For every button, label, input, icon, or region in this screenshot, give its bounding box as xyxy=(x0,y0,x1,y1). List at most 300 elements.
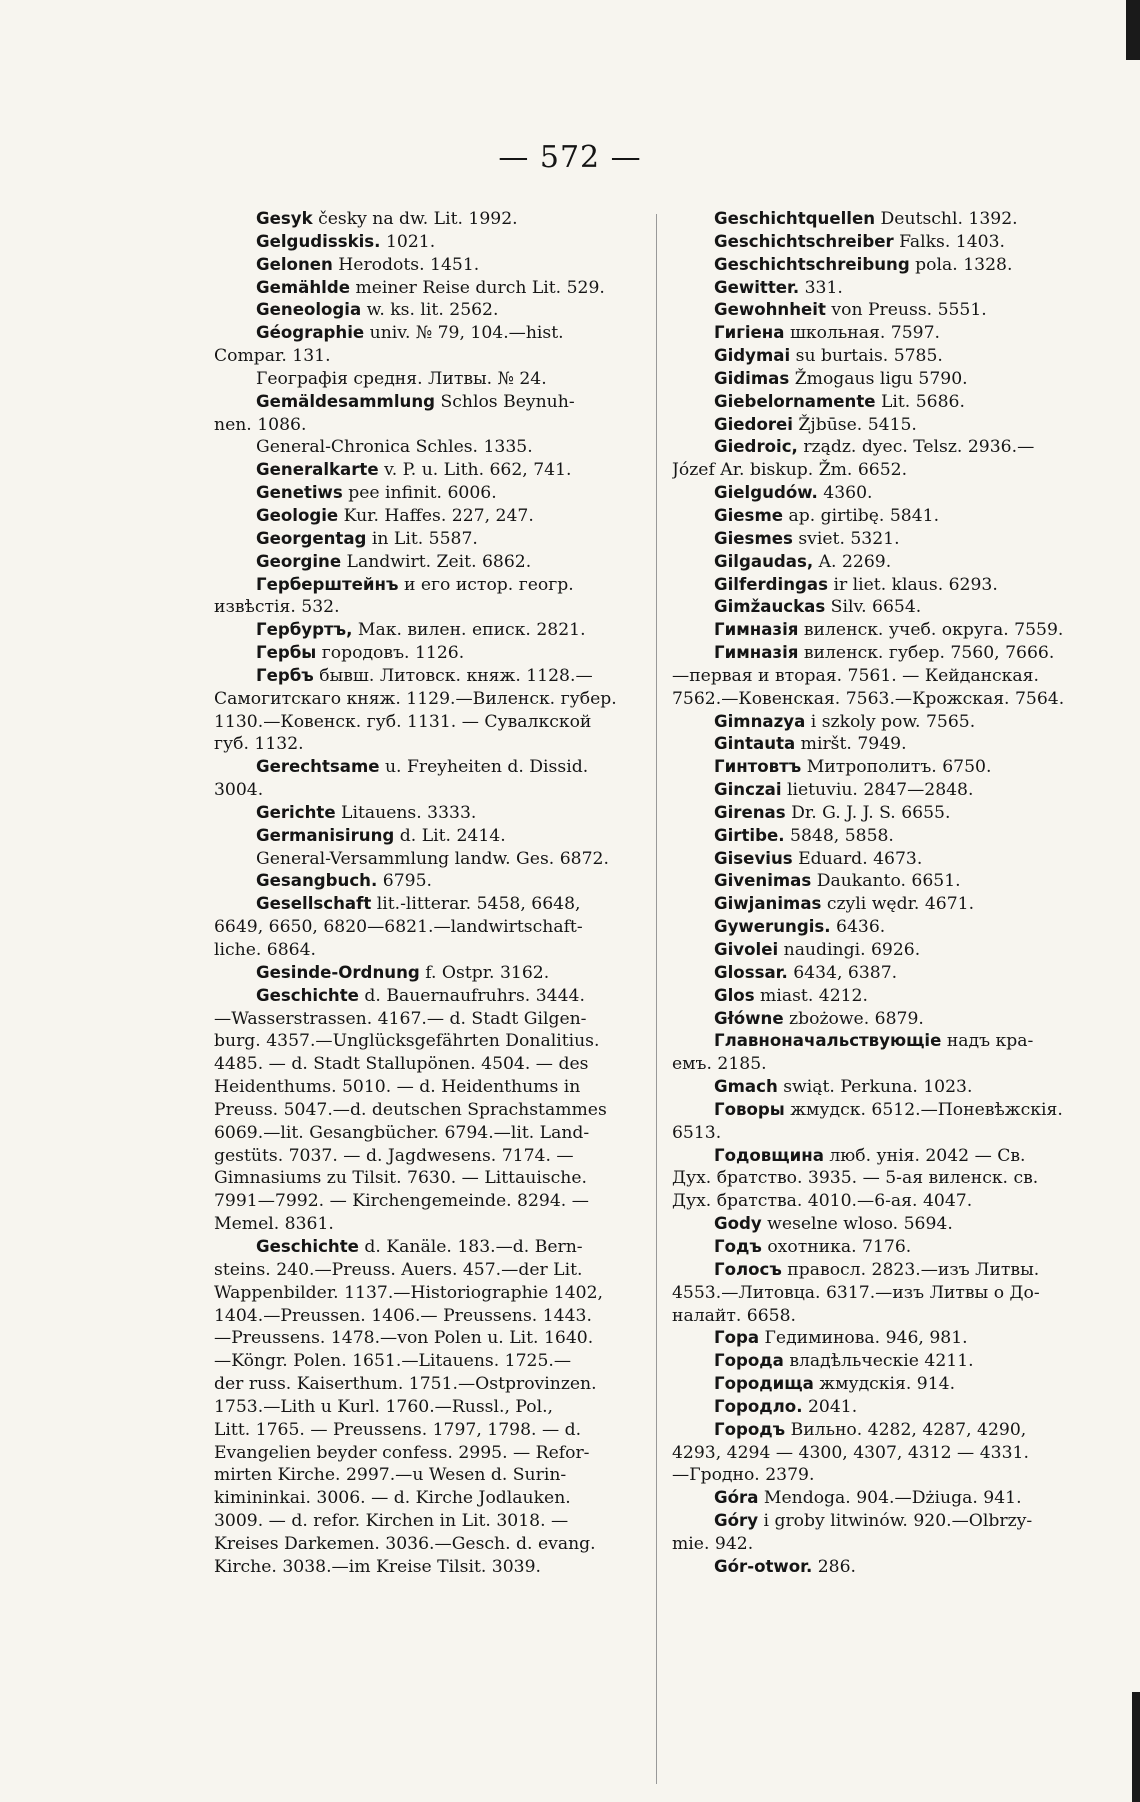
index-headword: Гербуртъ, xyxy=(256,620,353,640)
index-entry-text: —первая и вторая. 7561. — Кейданская. xyxy=(672,665,1039,686)
index-entry xyxy=(672,1008,1097,1031)
index-headword: Góry xyxy=(714,1511,759,1531)
index-entry-continuation xyxy=(214,1122,639,1145)
index-headword: Gielgudów. xyxy=(714,483,818,503)
index-entry-continuation xyxy=(214,779,639,802)
index-headword: Geschichtschreibung xyxy=(714,254,910,274)
index-entry-text: жмудск. 6512.—Поневѣжскія. xyxy=(784,1099,1063,1120)
index-entry-text: Evangelien beyder confess. 2995. — Refor- xyxy=(214,1442,590,1463)
index-entry xyxy=(672,574,1097,597)
index-entry-continuation xyxy=(672,1122,1097,1145)
index-headword: Гимназія xyxy=(714,620,799,640)
index-entry xyxy=(672,482,1097,505)
index-entry-text: Silv. 6654. xyxy=(825,597,922,618)
index-entry-text: люб. унія. 2042 — Св. xyxy=(823,1145,1026,1166)
index-entry-text: meiner Reise durch Lit. 529. xyxy=(350,277,605,298)
index-entry-text: губ. 1132. xyxy=(214,734,304,755)
index-headword: Гербы xyxy=(256,643,317,663)
index-entry-continuation xyxy=(672,1282,1097,1305)
index-entry xyxy=(672,756,1097,779)
index-entry-text: 2041. xyxy=(802,1396,858,1417)
index-entry-text: Eduard. 4673. xyxy=(792,848,923,869)
index-entry xyxy=(672,391,1097,414)
index-entry-text: городовъ. 1126. xyxy=(316,643,465,664)
scan-edge-top xyxy=(1126,0,1140,60)
index-headword: Gewohnheit xyxy=(714,300,826,320)
index-entry xyxy=(672,1030,1097,1053)
index-entry xyxy=(214,277,639,300)
index-entry-continuation xyxy=(214,939,639,962)
index-entry xyxy=(214,208,639,231)
index-entry-text: Žmogaus ligu 5790. xyxy=(789,368,968,389)
index-entry xyxy=(672,345,1097,368)
index-entry-text: емъ. 2185. xyxy=(672,1054,767,1075)
index-entry-text: f. Ostpr. 3162. xyxy=(419,962,550,983)
index-entry-continuation xyxy=(214,1419,639,1442)
index-entry-continuation xyxy=(672,1464,1097,1487)
index-headword: Giedorei xyxy=(714,414,793,434)
index-entry-text: и его истор. геогр. xyxy=(398,574,574,595)
index-entry-text: zbożowe. 6879. xyxy=(783,1008,924,1029)
index-entry xyxy=(672,848,1097,871)
index-entry-text: —Гродно. 2379. xyxy=(672,1465,815,1486)
index-entry xyxy=(672,939,1097,962)
index-entry xyxy=(214,962,639,985)
index-entry-text: A. 2269. xyxy=(813,551,892,572)
index-entry xyxy=(672,1236,1097,1259)
index-entry-text: liche. 6864. xyxy=(214,940,316,960)
index-entry-text: i groby litwinów. 920.—Olbrzy- xyxy=(758,1511,1033,1532)
index-entry-text: Мак. вилен. епиcк. 2821. xyxy=(352,620,586,641)
index-headword: Gemäldesammlung xyxy=(256,391,436,411)
index-entry-continuation xyxy=(214,1556,639,1579)
index-entry-continuation xyxy=(214,1350,639,1373)
index-headword: Gilgaudas, xyxy=(714,551,814,571)
index-entry xyxy=(672,779,1097,802)
index-entry-text: охотника. 7176. xyxy=(761,1236,912,1257)
index-entry-text: weselne wloso. 5694. xyxy=(761,1214,953,1235)
index-headword: Giebelornamente xyxy=(714,391,876,411)
index-entry xyxy=(214,505,639,528)
index-entry-text: Гедиминова. 946, 981. xyxy=(759,1328,968,1349)
index-entry-text: Memel. 8361. xyxy=(214,1214,334,1235)
index-entry-continuation xyxy=(214,596,639,619)
index-headword: Giesme xyxy=(714,505,783,525)
index-entry-continuation xyxy=(214,1213,639,1236)
index-entry-text: Litt. 1765. — Preussens. 1797, 1798. — d. xyxy=(214,1419,582,1440)
index-entry xyxy=(214,528,639,551)
index-headword: Girenas xyxy=(714,802,786,822)
index-entry-text: swiąt. Perkuna. 1023. xyxy=(777,1077,973,1098)
index-headword: Gidymai xyxy=(714,346,791,366)
index-entry-continuation xyxy=(214,1327,639,1350)
index-entry-text: rządz. dyec. Telsz. 2936.— xyxy=(797,437,1035,458)
index-entry-continuation xyxy=(214,1259,639,1282)
index-entry-continuation xyxy=(214,1053,639,1076)
index-headword: Geschichte xyxy=(256,985,359,1005)
index-entry-text: naudingi. 6926. xyxy=(778,940,921,960)
index-entry-text: mirten Kirche. 2997.—u Wesen d. Surin- xyxy=(214,1465,567,1486)
index-headword: Genetiws xyxy=(256,483,343,503)
index-headword: Ginczai xyxy=(714,780,782,800)
index-entry-continuation xyxy=(214,1373,639,1396)
index-entry xyxy=(214,322,639,345)
index-entry-text: 4360. xyxy=(817,483,873,504)
index-entry-continuation xyxy=(672,1053,1097,1076)
index-entry xyxy=(214,985,639,1008)
index-entry-text: univ. № 79, 104.—hist. xyxy=(364,323,564,344)
index-headword: Городъ xyxy=(714,1419,786,1439)
index-headword: Geschichte xyxy=(256,1236,359,1256)
index-entry xyxy=(214,756,639,779)
index-entry-text: 6795. xyxy=(377,871,432,892)
index-headword: Gintauta xyxy=(714,734,796,754)
index-entry xyxy=(672,208,1097,231)
index-entry-text: i szkoly pow. 7565. xyxy=(805,711,976,732)
index-headword: Georgentag xyxy=(256,528,367,548)
index-entry-continuation xyxy=(214,688,639,711)
scan-edge-bottom xyxy=(1132,1692,1140,1802)
index-entry-text: Lit. 5686. xyxy=(875,391,965,412)
index-entry xyxy=(672,711,1097,734)
index-headword: Giwjanimas xyxy=(714,894,822,914)
index-headword: Gór-otwor. xyxy=(714,1556,813,1576)
index-entry-text: 6436. xyxy=(830,917,886,938)
index-entry-text: Митрополитъ. 6750. xyxy=(801,757,992,778)
index-entry-text: Preuss. 5047.—d. deutschen Sprachstammes xyxy=(214,1099,607,1120)
index-headword: Georgine xyxy=(256,551,342,571)
index-entry xyxy=(672,619,1097,642)
index-entry xyxy=(672,1487,1097,1510)
index-entry-text: 6069.—lit. Gesangbücher. 6794.—lit. Land- xyxy=(214,1122,590,1143)
index-entry-text: General-Versammlung landw. Ges. 6872. xyxy=(256,848,609,869)
index-entry-continuation xyxy=(214,711,639,734)
index-entry-text: Kur. Haffes. 227, 247. xyxy=(338,505,534,526)
index-entry xyxy=(214,254,639,277)
index-entry-text: 7991—7992. — Kirchengemeinde. 8294. — xyxy=(214,1191,589,1212)
index-entry-text: 3009. — d. refor. Kirchen in Lit. 3018. — xyxy=(214,1511,569,1532)
index-headword: Gesangbuch. xyxy=(256,871,378,891)
index-entry-text: su burtais. 5785. xyxy=(790,346,943,367)
index-entry xyxy=(672,551,1097,574)
index-entry xyxy=(214,870,639,893)
index-entry-text: Heidenthums. 5010. — d. Heidenthums in xyxy=(214,1077,581,1098)
index-headword: Годъ xyxy=(714,1236,762,1256)
index-entry-text: nen. 1086. xyxy=(214,414,307,435)
index-headword: Gemählde xyxy=(256,277,350,297)
index-entry-text: Дух. братство. 3935. — 5-ая виленск. св. xyxy=(672,1168,1039,1189)
index-entry-text: 3004. xyxy=(214,780,264,801)
index-headword: Germanisirung xyxy=(256,825,395,845)
index-entry-text: miast. 4212. xyxy=(754,985,868,1006)
index-headword: Голосъ xyxy=(714,1259,782,1279)
index-entry xyxy=(672,893,1097,916)
index-entry-text: виленск. губер. 7560, 7666. xyxy=(798,643,1055,664)
index-entry-text: 7562.—Ковенская. 7563.—Крожская. 7564. xyxy=(672,688,1065,709)
column-divider xyxy=(656,214,657,1784)
index-headword: Geneologia xyxy=(256,300,362,320)
index-headword: Герберштейнъ xyxy=(256,574,399,594)
index-entry-continuation xyxy=(214,1396,639,1419)
index-entry xyxy=(672,1213,1097,1236)
index-headword: Гимназія xyxy=(714,643,799,663)
index-entry xyxy=(672,596,1097,619)
index-entry-continuation xyxy=(214,916,639,939)
index-entry xyxy=(214,459,639,482)
index-entry-text: Wappenbilder. 1137.—Historiographie 1402, xyxy=(214,1282,603,1303)
index-entry-continuation xyxy=(214,1145,639,1168)
index-entry xyxy=(672,1076,1097,1099)
index-entry xyxy=(672,1327,1097,1350)
index-entry-text: Žjbūse. 5415. xyxy=(792,414,917,435)
index-entry-text: sviet. 5321. xyxy=(792,528,900,549)
index-headword: Gelgudisskis. xyxy=(256,231,381,251)
index-headword: Gesyk xyxy=(256,209,313,228)
index-entry-text: steins. 240.—Preuss. Auers. 457.—der Lit. xyxy=(214,1259,583,1280)
index-entry xyxy=(214,368,639,391)
index-entry-text: —Köngr. Polen. 1651.—Litauens. 1725.— xyxy=(214,1351,572,1372)
index-entry xyxy=(672,825,1097,848)
index-entry-text: w. ks. lit. 2562. xyxy=(361,300,499,321)
index-entry xyxy=(214,231,639,254)
index-entry xyxy=(672,1419,1097,1442)
index-entry-text: General-Chronica Schles. 1335. xyxy=(256,437,533,458)
index-headword: Gewitter. xyxy=(714,277,800,297)
index-entry-text: Дух. братства. 4010.—6-ая. 4047. xyxy=(672,1191,973,1212)
index-entry xyxy=(214,802,639,825)
index-headword: Гинтовтъ xyxy=(714,757,802,777)
index-entry-text: —Wasserstrassen. 4167.— d. Stadt Gilgen- xyxy=(214,1008,587,1029)
index-entry-text: d. Lit. 2414. xyxy=(394,825,506,846)
index-entry-text: правосл. 2823.—изъ Литвы. xyxy=(781,1259,1040,1280)
index-entry-text: жмудскія. 914. xyxy=(813,1374,956,1395)
index-entry-continuation xyxy=(214,414,639,437)
index-entry-text: ir liet. klaus. 6293. xyxy=(828,574,998,595)
index-headword: Gmach xyxy=(714,1077,778,1097)
index-entry-text: Dr. G. J. J. S. 6655. xyxy=(785,802,951,823)
index-column-right xyxy=(672,208,1097,1579)
index-entry-text: 6513. xyxy=(672,1122,722,1143)
index-headword: Gimnazya xyxy=(714,711,806,731)
index-headword: Gesinde-Ordnung xyxy=(256,962,420,982)
page-number: — 572 — xyxy=(498,140,642,175)
index-entry-text: 6434, 6387. xyxy=(787,962,898,983)
index-entry-text: Schlos Beynuh- xyxy=(435,391,575,412)
index-entry xyxy=(672,1396,1097,1419)
index-entry xyxy=(672,1556,1097,1579)
index-entry-text: Mendoga. 904.—Dżiuga. 941. xyxy=(758,1488,1022,1509)
index-headword: Giedroic, xyxy=(714,437,798,457)
index-entry-text: Daukanto. 6651. xyxy=(811,871,961,892)
index-entry-continuation xyxy=(214,1030,639,1053)
index-headword: Gywerungis. xyxy=(714,917,831,937)
index-headword: Gilferdingas xyxy=(714,574,828,594)
index-entry-continuation xyxy=(672,459,1097,482)
index-headword: Gerechtsame xyxy=(256,757,380,777)
index-entry xyxy=(672,1259,1097,1282)
index-entry xyxy=(214,391,639,414)
index-entry-continuation xyxy=(672,1305,1097,1328)
index-entry-text: Вильно. 4282, 4287, 4290, xyxy=(785,1419,1027,1440)
index-headword: Givenimas xyxy=(714,871,812,891)
index-entry xyxy=(672,1099,1097,1122)
index-entry-text: налайт. 6658. xyxy=(672,1305,796,1326)
index-entry-text: pola. 1328. xyxy=(909,254,1013,275)
index-entry-text: gestüts. 7037. — d. Jagdwesens. 7174. — xyxy=(214,1145,574,1166)
index-entry xyxy=(214,825,639,848)
index-entry-continuation xyxy=(672,688,1097,711)
index-entry-text: 5848, 5858. xyxy=(784,825,894,846)
index-entry xyxy=(214,619,639,642)
index-entry-continuation xyxy=(214,1510,639,1533)
index-headword: Géographie xyxy=(256,323,365,343)
index-entry xyxy=(672,505,1097,528)
index-entry-text: d. Kanäle. 183.—d. Bern- xyxy=(358,1236,583,1257)
index-entry-continuation xyxy=(214,1305,639,1328)
index-entry xyxy=(672,414,1097,437)
index-headword: Gelonen xyxy=(256,254,333,274)
index-entry-text: der russ. Kaiserthum. 1751.—Ostprovinzen. xyxy=(214,1374,597,1395)
index-entry-text: von Preuss. 5551. xyxy=(825,300,987,321)
index-entry-continuation xyxy=(214,733,639,756)
index-entry-text: —Preussens. 1478.—von Polen u. Lit. 1640. xyxy=(214,1328,594,1349)
index-entry xyxy=(672,870,1097,893)
index-entry-continuation xyxy=(214,1282,639,1305)
index-entry-text: 1130.—Ковенск. губ. 1131. — Сувалкской xyxy=(214,711,592,732)
index-entry-text: česky na dw. Lit. 1992. xyxy=(312,209,518,229)
index-entry-text: Gimnasiums zu Tilsit. 7630. — Littauische. xyxy=(214,1168,588,1189)
index-headword: Gerichte xyxy=(256,802,336,822)
index-headword: Geschichtquellen xyxy=(714,209,876,228)
index-entry-text: miršt. 7949. xyxy=(795,734,907,755)
index-entry xyxy=(672,1350,1097,1373)
index-entry xyxy=(214,436,639,459)
index-entry-text: Herodots. 1451. xyxy=(332,254,480,275)
index-entry-continuation xyxy=(214,1464,639,1487)
index-entry-text: Compar. 131. xyxy=(214,346,331,367)
index-entry-continuation xyxy=(672,1533,1097,1556)
index-entry xyxy=(672,1145,1097,1168)
index-entry-text: lietuviu. 2847—2848. xyxy=(781,780,974,801)
index-entry xyxy=(214,482,639,505)
index-entry xyxy=(672,322,1097,345)
index-entry xyxy=(672,368,1097,391)
index-entry-text: надъ кра- xyxy=(941,1031,1034,1052)
index-entry-continuation xyxy=(672,1190,1097,1213)
index-entry xyxy=(672,1373,1097,1396)
index-entry xyxy=(672,231,1097,254)
index-entry-continuation xyxy=(672,665,1097,688)
index-entry-continuation xyxy=(672,1167,1097,1190)
index-entry-text: u. Freyheiten d. Dissid. xyxy=(379,757,589,778)
index-entry-text: lit.-litterar. 5458, 6648, xyxy=(371,894,581,915)
index-entry-text: школьная. 7597. xyxy=(784,323,940,344)
index-entry-text: бывш. Литовск. княж. 1128.— xyxy=(313,665,593,686)
index-entry xyxy=(672,916,1097,939)
index-headword: Города xyxy=(714,1351,784,1371)
index-entry-continuation xyxy=(214,1076,639,1099)
index-entry-text: 4553.—Литовца. 6317.—изъ Литвы о До- xyxy=(672,1282,1040,1303)
index-entry xyxy=(214,1236,639,1259)
index-headword: Городища xyxy=(714,1374,814,1394)
index-entry-text: czyli wędr. 4671. xyxy=(821,894,975,915)
index-entry xyxy=(214,642,639,665)
index-headword: Говоры xyxy=(714,1099,785,1119)
index-entry-text: 1021. xyxy=(380,231,436,252)
index-entry-text: Kirche. 3038.—im Kreise Tilsit. 3039. xyxy=(214,1556,541,1577)
index-entry-text: 286. xyxy=(812,1556,857,1577)
index-entry-text: d. Bauernaufruhrs. 3444. xyxy=(358,985,585,1006)
index-entry-text: Kreises Darkemen. 3036.—Gesch. d. evang. xyxy=(214,1533,596,1554)
index-entry xyxy=(214,551,639,574)
index-headword: Главноначальствующіе xyxy=(714,1031,942,1051)
index-entry-text: pee infinit. 6006. xyxy=(342,483,497,504)
index-headword: Główne xyxy=(714,1008,784,1028)
index-headword: Girtibe. xyxy=(714,825,785,845)
index-entry-continuation xyxy=(214,1167,639,1190)
index-entry-text: v. P. u. Lith. 662, 741. xyxy=(378,460,572,481)
index-entry-text: in Lit. 5587. xyxy=(366,528,478,549)
index-entry-text: mie. 942. xyxy=(672,1533,754,1554)
index-entry xyxy=(672,299,1097,322)
index-entry-text: burg. 4357.—Unglücksgefährten Donalitius. xyxy=(214,1031,600,1052)
index-headword: Góra xyxy=(714,1488,759,1508)
index-headword: Городло. xyxy=(714,1396,803,1416)
index-headword: Geologie xyxy=(256,505,339,525)
index-entry-text: kimininkai. 3006. — d. Kirche Jodlauken. xyxy=(214,1488,571,1509)
index-headword: Гигіена xyxy=(714,323,785,343)
index-headword: Giesmes xyxy=(714,528,793,548)
index-entry-text: Самогитскаго княж. 1129.—Виленск. губер. xyxy=(214,688,617,709)
index-entry-text: Litauens. 3333. xyxy=(335,802,477,823)
index-entry-text: виленск. учеб. округа. 7559. xyxy=(798,620,1064,641)
index-headword: Gidimas xyxy=(714,368,790,388)
index-headword: Gesellschaft xyxy=(256,894,372,914)
index-entry-continuation xyxy=(214,1099,639,1122)
index-entry xyxy=(672,1510,1097,1533)
index-headword: Gimžauckas xyxy=(714,597,826,617)
index-entry xyxy=(214,665,639,688)
index-entry xyxy=(672,733,1097,756)
index-entry xyxy=(672,528,1097,551)
index-entry-text: ap. girtibę. 5841. xyxy=(782,505,940,526)
index-entry-text: 1753.—Lith u Kurl. 1760.—Russl., Pol., xyxy=(214,1396,554,1417)
index-entry-text: 331. xyxy=(799,277,843,298)
index-headword: Gody xyxy=(714,1214,762,1234)
index-entry xyxy=(214,893,639,916)
index-headword: Geschichtschreiber xyxy=(714,231,894,251)
index-entry-continuation xyxy=(214,345,639,368)
index-headword: Givolei xyxy=(714,940,779,959)
index-entry xyxy=(672,802,1097,825)
index-entry xyxy=(672,277,1097,300)
index-headword: Generalkarte xyxy=(256,460,379,480)
index-entry-text: 1404.—Preussen. 1406.— Preussens. 1443. xyxy=(214,1305,592,1326)
index-entry-text: Landwirt. Zeit. 6862. xyxy=(341,551,532,572)
index-entry-continuation xyxy=(214,1487,639,1510)
index-entry xyxy=(214,848,639,871)
index-entry-text: 4293, 4294 — 4300, 4307, 4312 — 4331. xyxy=(672,1442,1029,1463)
index-headword: Гербъ xyxy=(256,665,314,685)
index-entry xyxy=(672,985,1097,1008)
index-entry xyxy=(214,299,639,322)
index-entry-text: Deutschl. 1392. xyxy=(875,209,1018,229)
index-entry-continuation xyxy=(214,1190,639,1213)
index-headword: Гора xyxy=(714,1328,760,1348)
index-entry-text: 6649, 6650, 6820—6821.—landwirtschaft- xyxy=(214,917,583,938)
index-entry-continuation xyxy=(214,1442,639,1465)
index-headword: Gisevius xyxy=(714,848,793,868)
